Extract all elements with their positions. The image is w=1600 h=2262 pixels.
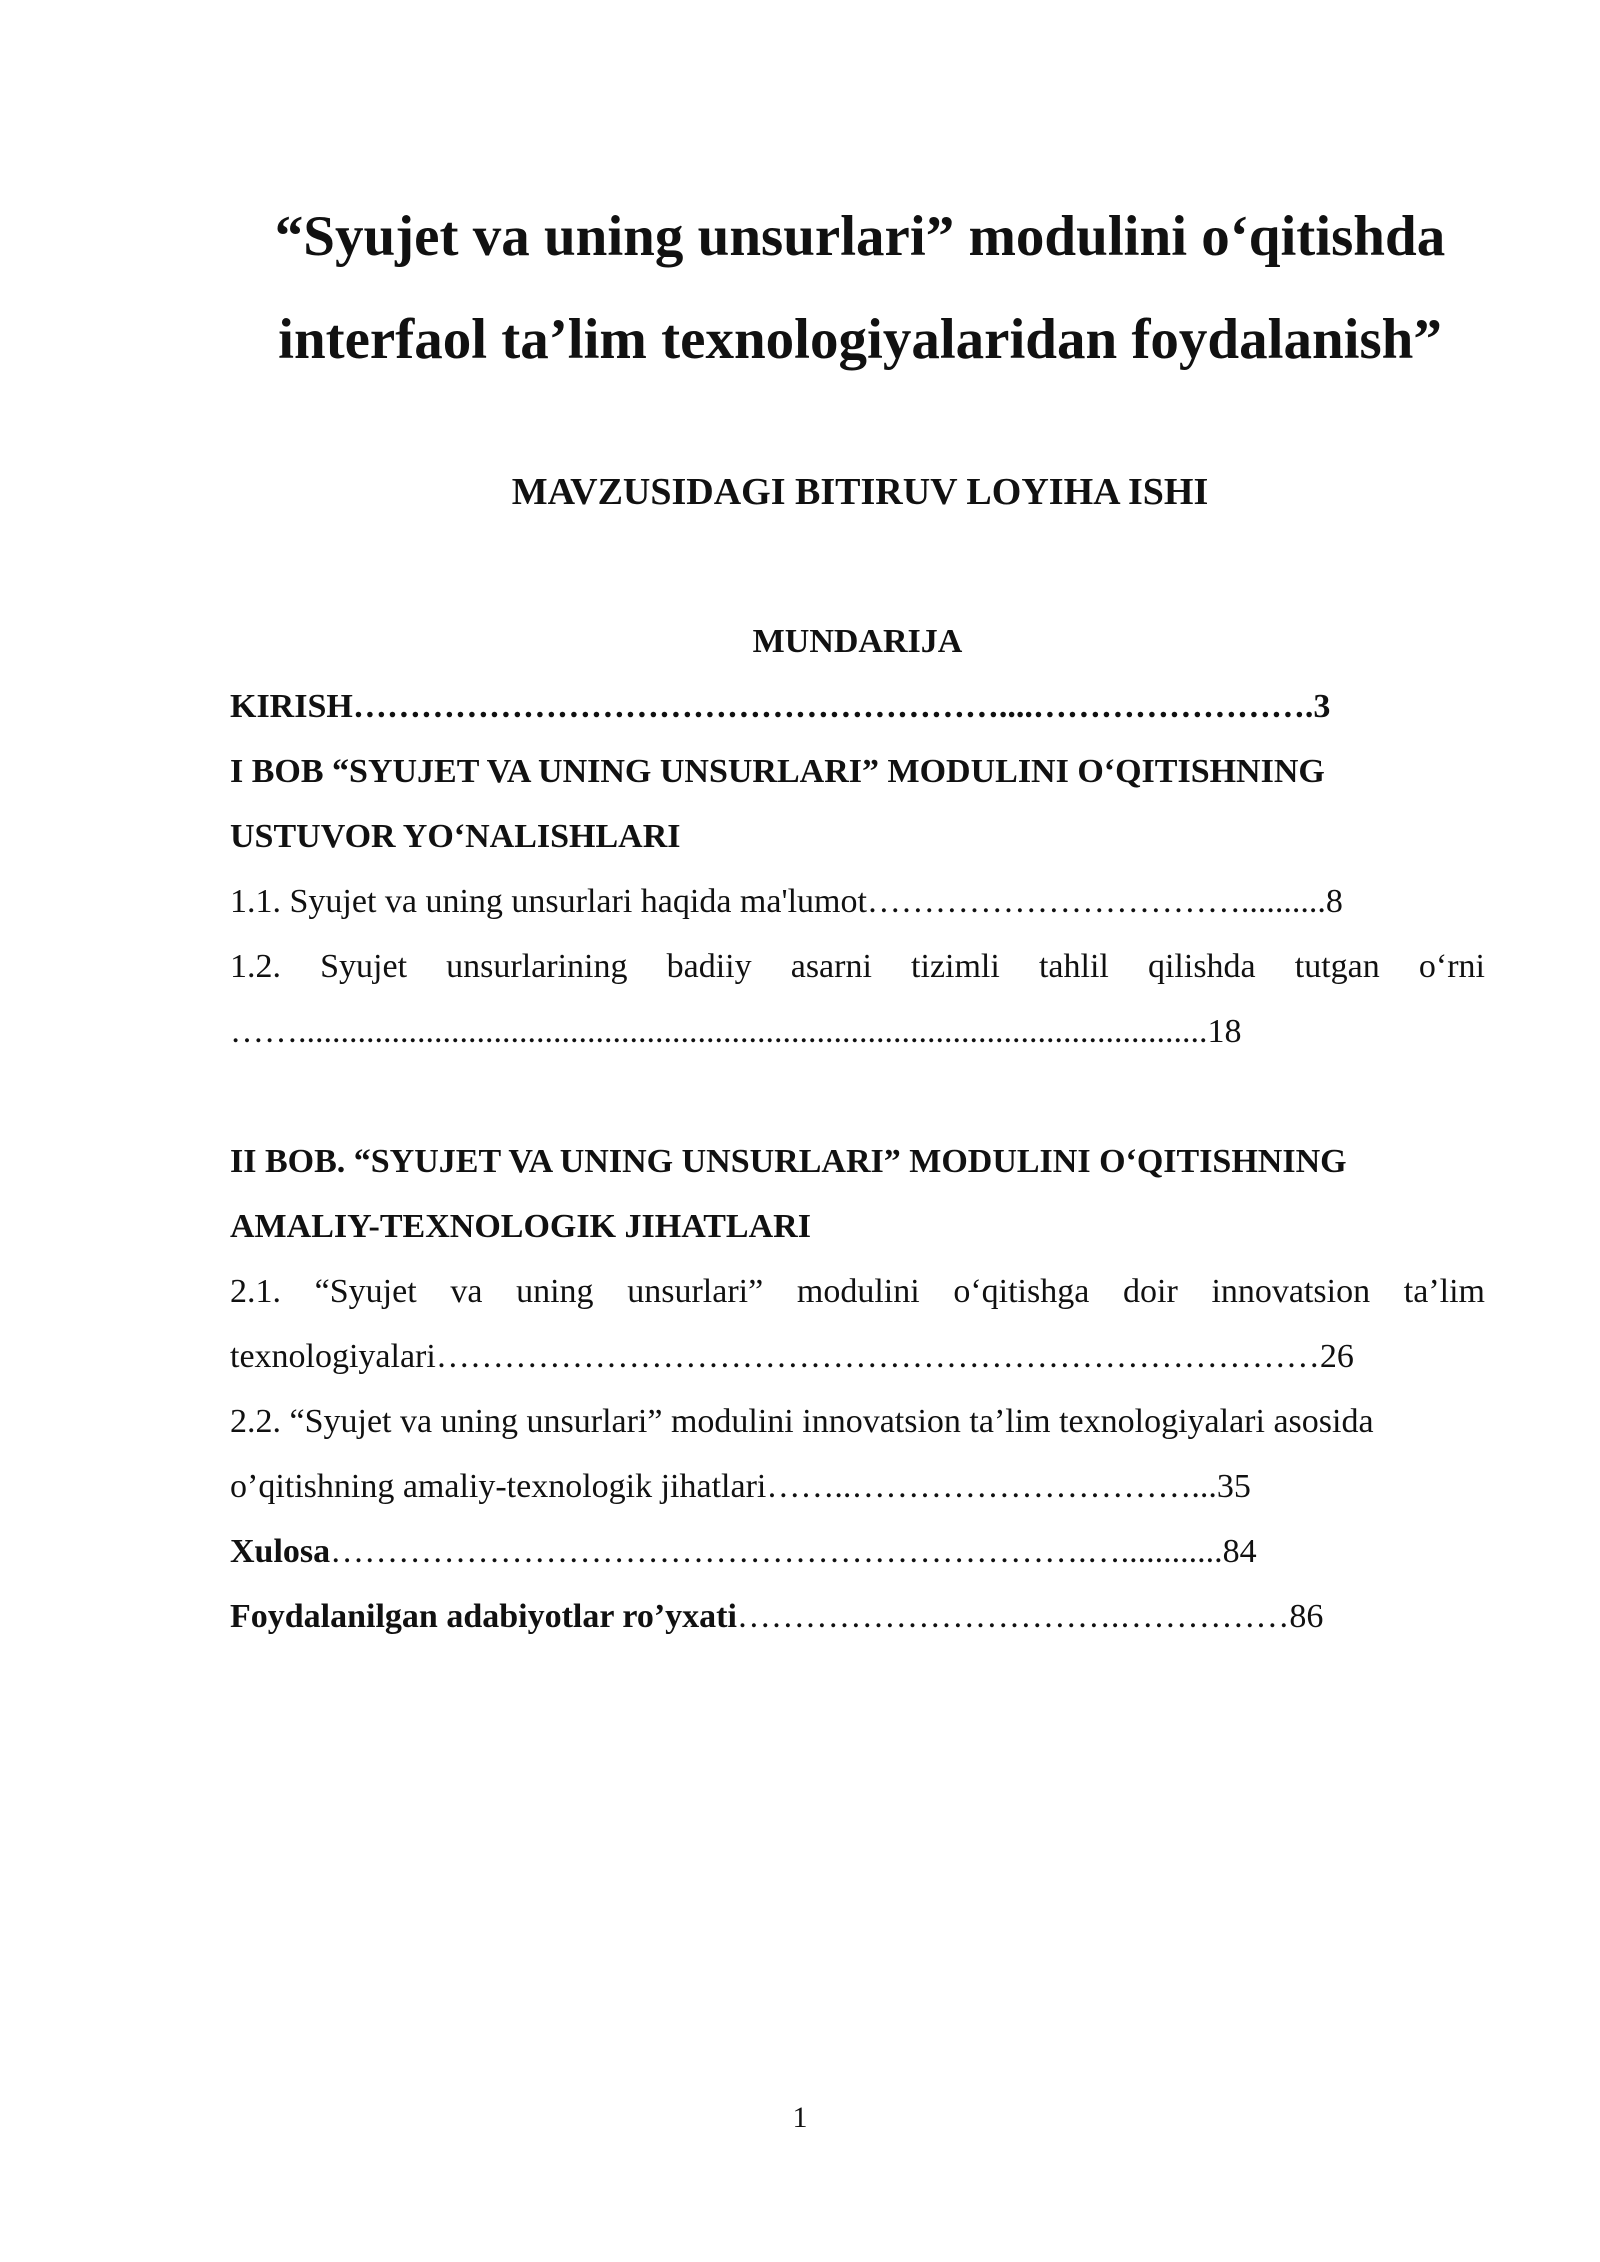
toc-entry-adabiyotlar-label: Foydalanilgan adabiyotlar ro’yxati [230, 1598, 737, 1635]
table-of-contents [230, 674, 1485, 1649]
toc-heading: MUNDARIJA [752, 623, 963, 660]
document-title [180, 185, 1540, 391]
toc-entry-2-2-line-2: o’qitishning amaliy-texnologik jihatlari……..…………………………...35 [230, 1468, 1251, 1505]
title-line-2: interfaol ta’lim texnologiyalaridan foydalanish” [278, 308, 1442, 371]
toc-entry-2-1-line-2: texnologiyalari……………………………………………………………………26 [230, 1338, 1354, 1375]
toc-entry-xulosa [230, 1519, 1485, 1584]
toc-entry-adabiyotlar [230, 1584, 1485, 1649]
toc-chapter-2-line-2: AMALIY-TEXNOLOGIK JIHATLARI [230, 1208, 811, 1245]
toc-entry-2-2-line-1: 2.2. “Syujet va uning unsurlari” modulini innovatsion ta’lim texnologiyalari asosida [230, 1403, 1374, 1440]
toc-spacer [230, 1064, 1485, 1129]
title-line-1: “Syujet va uning unsurlari” modulini o‘qitishda [274, 205, 1446, 268]
toc-entry-xulosa-label: Xulosa [230, 1533, 331, 1570]
toc-entry-1-1: 1.1. Syujet va uning unsurlari haqida ma'lumot……………………………..........8 [230, 883, 1343, 920]
toc-entry-kirish: KIRISH…………………………………………………....…………………….3 [230, 688, 1331, 725]
toc-entry-1-2-line-2: ……...........................................................................................................18 [230, 1013, 1242, 1050]
toc-entry-xulosa-leader: ………………………………………………………….…............84 [330, 1533, 1257, 1570]
page-number: 1 [792, 2101, 808, 2134]
toc-entry-adabiyotlar-leader: …………………………….……………86 [736, 1598, 1324, 1635]
toc-chapter-2-line-1: II BOB. “SYUJET VA UNING UNSURLARI” MODULINI O‘QITISHNING [230, 1143, 1347, 1180]
toc-entry-2-1-line-1: 2.1. “Syujet va uning unsurlari” modulini o‘qitishga doir innovatsion ta’lim [230, 1273, 1485, 1310]
document-subtitle: MAVZUSIDAGI BITIRUV LOYIHA ISHI [511, 471, 1209, 513]
toc-chapter-1-line-1: I BOB “SYUJET VA UNING UNSURLARI” MODULINI O‘QITISHNING [230, 753, 1325, 790]
toc-chapter-1-line-2: USTUVOR YO‘NALISHLARI [230, 818, 681, 855]
toc-entry-1-2-line-1: 1.2. Syujet unsurlarining badiiy asarni tizimli tahlil qilishda tutgan o‘rni [230, 948, 1485, 985]
